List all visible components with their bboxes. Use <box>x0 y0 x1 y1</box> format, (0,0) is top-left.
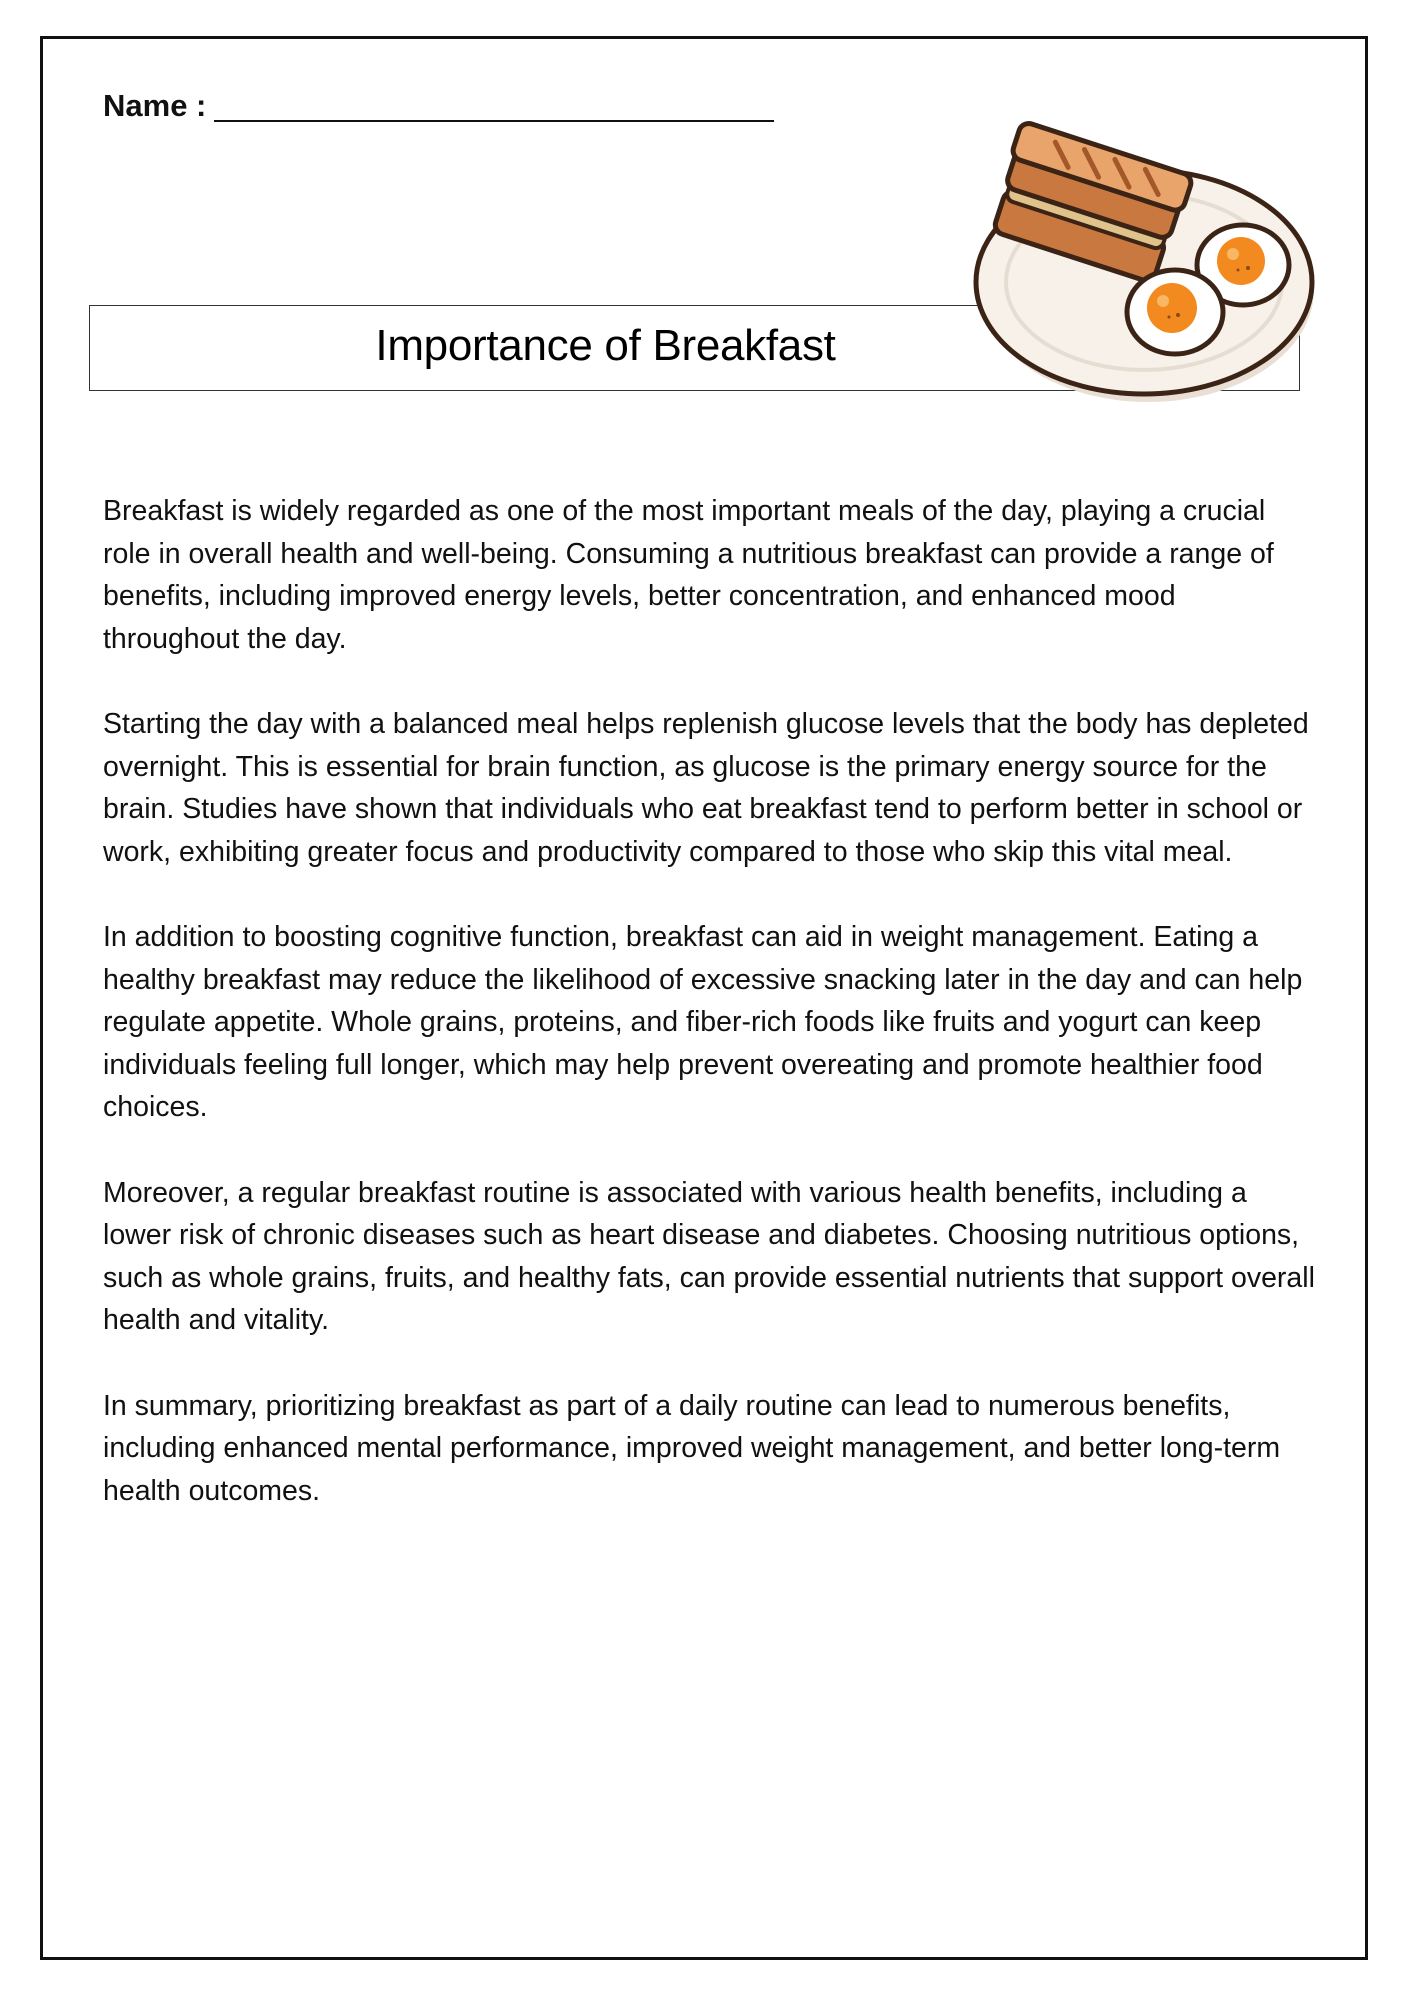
name-field-row <box>103 80 774 124</box>
name-label: Name : <box>103 88 207 123</box>
paragraph-summary: In summary, prioritizing breakfast as part of a daily routine can lead to numerous benefits, including enhanced mental performance, improved weight management, and better long-term health outcomes. <box>103 1389 1281 1507</box>
page-title: Importance of Breakfast <box>375 321 836 370</box>
breakfast-plate-icon <box>960 118 1322 408</box>
paragraph-weight-management: In addition to boosting cognitive function, breakfast can aid in weight management. Eating a healthy breakfast may reduce the likelihood of excessive snacking later in the day and can help regulate appetite. Whole grains, proteins, and fiber-rich foods like fruits and yogurt can keep individuals feeling full longer, which may help prevent overeating and promote healthier food choices. <box>103 921 1303 1123</box>
name-blank-line[interactable] <box>214 120 774 122</box>
paragraph-health-benefits: Moreover, a regular breakfast routine is associated with various health benefits, including a lower risk of chronic diseases such as heart disease and diabetes. Choosing nutritious options, such as whole grains, fruits, and healthy fats, can provide essential nutrients that support overall health and vitality. <box>103 1176 1315 1336</box>
paragraph-intro: Breakfast is widely regarded as one of the most important meals of the day, playing a crucial role in overall health and well-being. Consuming a nutritious breakfast can provide a range of benefits, including improved energy levels, better concentration, and enhanced mood throughout the day. <box>103 495 1274 655</box>
article-body <box>103 490 1318 1555</box>
paragraph-glucose: Starting the day with a balanced meal helps replenish glucose levels that the body has depleted overnight. This is essential for brain function, as glucose is the primary energy source for the brain. Studies have shown that individuals who eat breakfast tend to perform better in school or work, exhibiting greater focus and productivity compared to those who skip this vital meal. <box>103 708 1309 868</box>
